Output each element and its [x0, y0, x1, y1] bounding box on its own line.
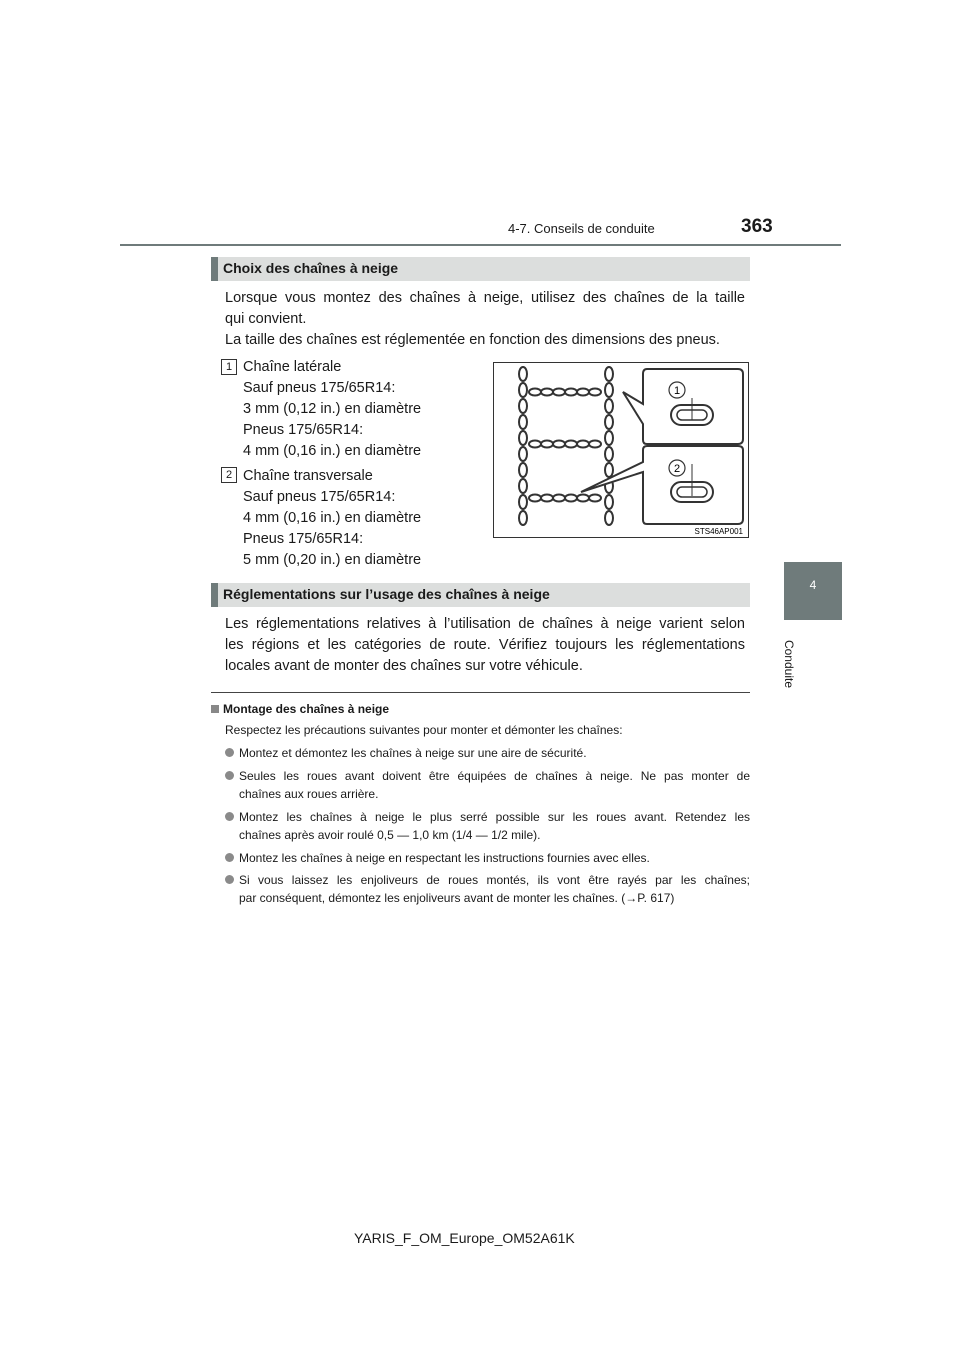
list-item — [225, 808, 750, 844]
snow-chain-diagram — [493, 362, 749, 538]
paragraph-line: Lorsque vous montez des chaînes à neige, utilisez des chaînes de la taille — [225, 290, 745, 306]
chapter-tab[interactable] — [784, 562, 842, 620]
list-item — [243, 357, 421, 462]
page-number: 363 — [741, 216, 773, 237]
paragraph-line: les régions et les catégories de route. Vérifiez toujours les réglementations — [225, 637, 745, 653]
chapter-title: 4-7. Conseils de conduite — [508, 221, 655, 236]
bullet-icon — [225, 748, 234, 757]
notes-title-text: Montage des chaînes à neige — [223, 702, 390, 716]
bullet-icon — [225, 812, 234, 821]
paragraph-line: locales avant de monter des chaînes sur votre véhicule. — [225, 658, 583, 674]
callout-1-label: 1 — [673, 385, 681, 397]
item-line: 5 mm (0,20 in.) en diamètre — [243, 552, 422, 568]
bullet-line: Montez les chaînes à neige en respectant les instructions fournies avec elles. — [239, 851, 650, 865]
section-header-chain-choice — [211, 257, 750, 281]
notes-intro: Respectez les précautions suivantes pour monter et démonter les chaînes: — [225, 723, 623, 737]
item-line: 3 mm (0,12 in.) en diamètre — [243, 401, 422, 417]
list-item — [243, 466, 421, 571]
section-header-regulations — [211, 583, 750, 607]
chapter-tab-label: Conduite — [782, 639, 796, 689]
section-title: Réglementations sur l’usage des chaînes à neige — [223, 586, 550, 602]
item-number-2-icon: 2 — [221, 467, 237, 483]
chapter-tab-number: 4 — [809, 578, 817, 592]
item-line: Chaîne latérale — [243, 359, 342, 375]
figure-code: STS46AP001 — [694, 527, 743, 536]
header-rule — [120, 244, 841, 246]
notes-rule — [211, 692, 750, 693]
item-line: 4 mm (0,16 in.) en diamètre — [243, 510, 422, 526]
item-number-1-icon: 1 — [221, 359, 237, 375]
bullet-line: Seules les roues avant doivent être équipées de chaînes à neige. Ne pas monter de — [239, 769, 750, 783]
bullet-line: chaînes après avoir roulé 0,5 — 1,0 km (1/4 — 1/2 mile). — [239, 828, 541, 842]
list-item — [225, 744, 750, 762]
paragraph-line: Les réglementations relatives à l’utilisation de chaînes à neige varient selon — [225, 616, 745, 632]
item-line: Sauf pneus 175/65R14: — [243, 380, 396, 396]
bullet-line: Si vous laissez les enjoliveurs de roues montés, ils vont être rayés par les chaînes; — [239, 873, 750, 887]
bullet-icon — [225, 875, 234, 884]
item-line: Chaîne transversale — [243, 468, 373, 484]
bullet-line: Montez et démontez les chaînes à neige sur une aire de sécurité. — [239, 746, 587, 760]
item-line: Pneus 175/65R14: — [243, 422, 364, 438]
callout-2-label: 2 — [673, 463, 681, 475]
section-header-bar — [211, 583, 218, 607]
list-item — [225, 849, 750, 867]
bullet-icon — [225, 771, 234, 780]
item-line: Sauf pneus 175/65R14: — [243, 489, 396, 505]
bullet-line: par conséquent, démontez les enjoliveurs avant de monter les chaînes. (→P. 617) — [239, 891, 675, 905]
list-item — [225, 767, 750, 803]
paragraph-line: qui convient. — [225, 311, 307, 327]
bullet-line: Montez les chaînes à neige le plus serré possible sur les roues avant. Retendez les — [239, 810, 750, 824]
item-line: Pneus 175/65R14: — [243, 531, 364, 547]
paragraph-line: La taille des chaînes est réglementée en fonction des dimensions des pneus. — [225, 332, 720, 348]
section-header-bar — [211, 257, 218, 281]
bullet-icon — [225, 853, 234, 862]
list-item — [225, 871, 750, 907]
notes-title — [211, 702, 389, 716]
document-code-footer: YARIS_F_OM_Europe_OM52A61K — [354, 1230, 575, 1246]
item-line: 4 mm (0,16 in.) en diamètre — [243, 443, 422, 459]
square-bullet-icon — [211, 705, 219, 713]
section-title: Choix des chaînes à neige — [223, 260, 399, 276]
bullet-line: chaînes aux roues arrière. — [239, 787, 379, 801]
